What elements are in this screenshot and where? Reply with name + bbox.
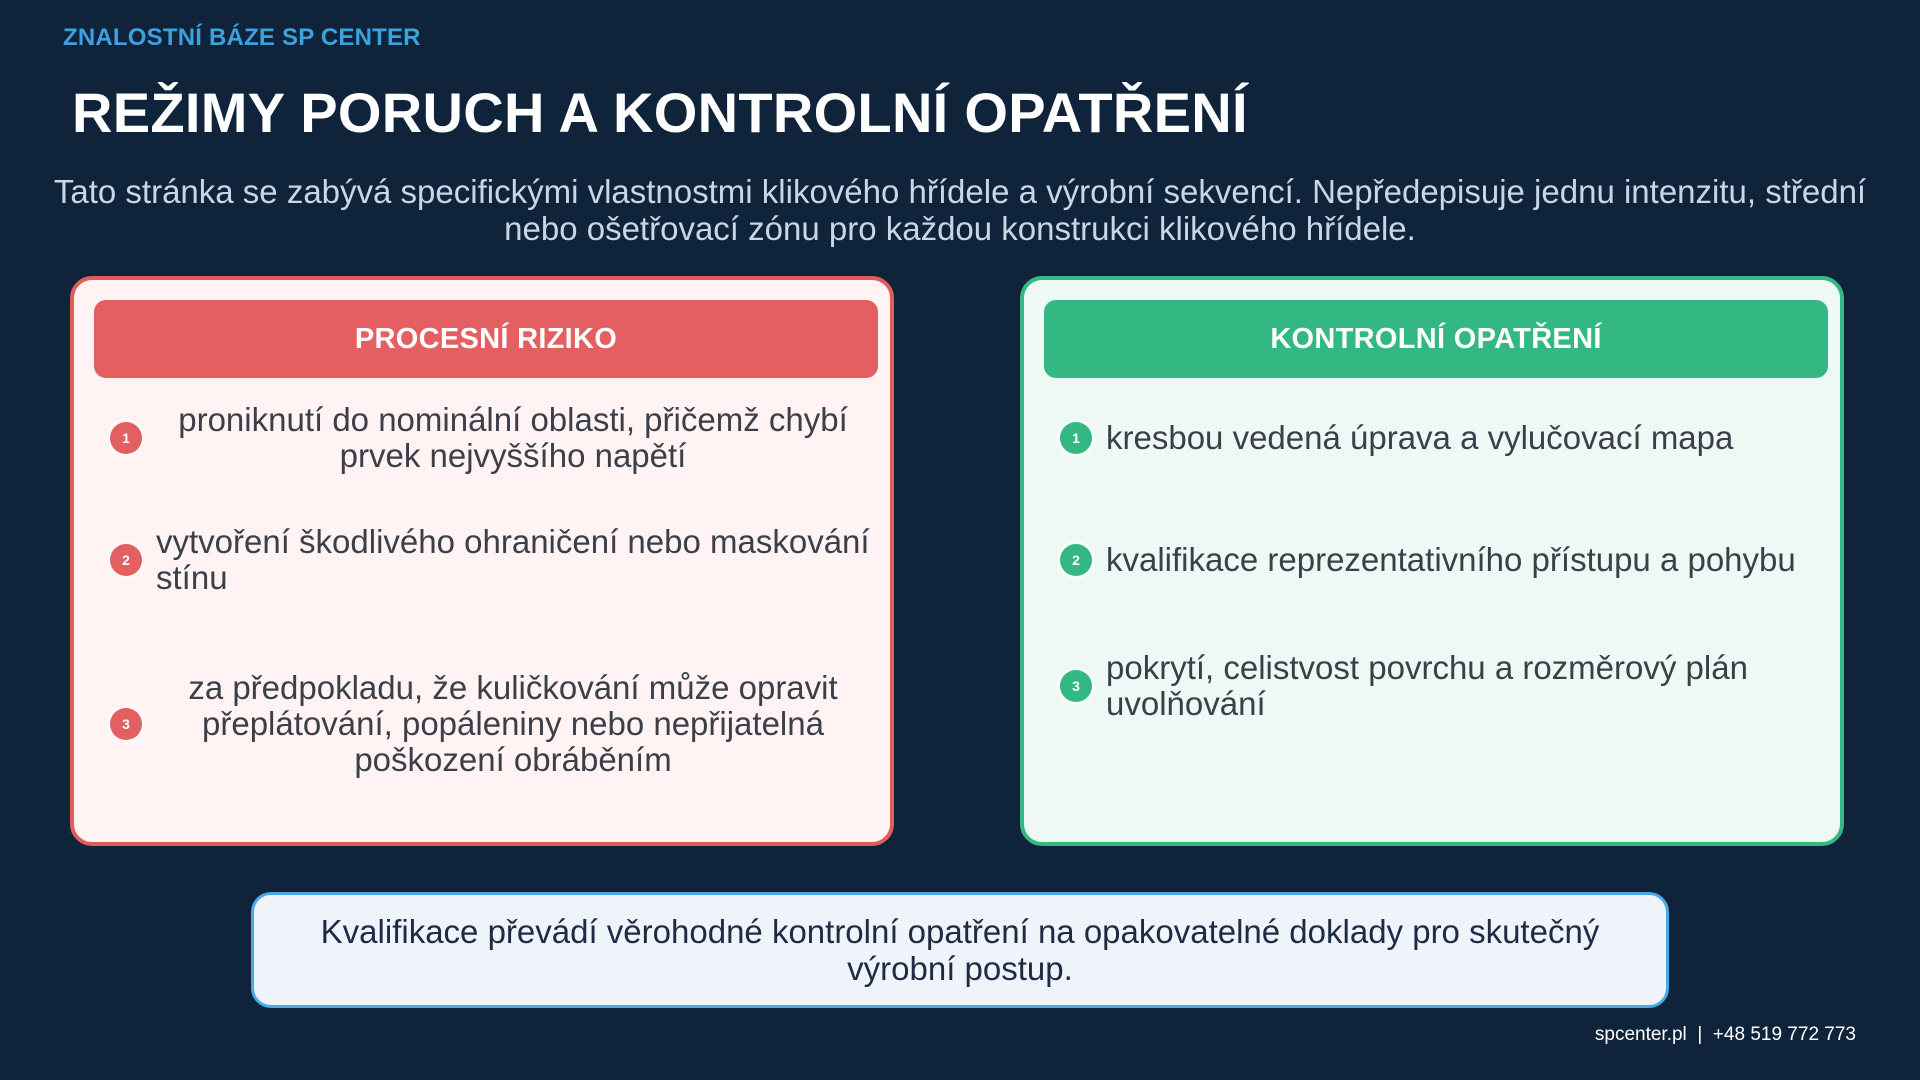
control-item-text: pokrytí, celistvost povrchu a rozměrový plán uvolňování [1106, 649, 1748, 722]
risk-item-text: za předpokladu, že kuličkování může opravit přeplátování, popáleniny nebo nepřijatelná poškození obráběním [188, 669, 838, 778]
process-risk-panel [70, 276, 894, 846]
number-badge: 2 [1060, 544, 1092, 576]
summary-callout [251, 892, 1669, 1008]
control-measures-panel [1020, 276, 1844, 846]
control-item-2 [1060, 542, 1820, 578]
risk-item-2 [110, 524, 870, 596]
risk-item-1 [110, 402, 870, 474]
control-measures-heading: KONTROLNÍ OPATŘENÍ [1044, 300, 1828, 378]
control-item-1 [1060, 420, 1820, 456]
number-badge: 1 [110, 422, 142, 454]
process-risk-heading: PROCESNÍ RIZIKO [94, 300, 878, 378]
number-badge: 2 [110, 544, 142, 576]
page-title: REŽIMY PORUCH A KONTROLNÍ OPATŘENÍ [72, 81, 1248, 144]
risk-item-text: vytvoření škodlivého ohraničení nebo maskování stínu [156, 523, 870, 596]
number-badge: 3 [110, 708, 142, 740]
risk-item-text: proniknutí do nominální oblasti, přičemž chybí prvek nejvyššího napětí [178, 401, 848, 474]
control-item-text: kresbou vedená úprava a vylučovací mapa [1106, 419, 1734, 456]
control-item-3 [1060, 650, 1820, 722]
page-subtitle: Tato stránka se zabývá specifickými vlastnostmi klikového hřídele a výrobní sekvencí. Nepředepisuje jednu intenzitu, střední nebo ošetřovací zónu pro každou konstrukci klikového hřídele. [53, 173, 1867, 247]
contact-info: spcenter.pl | +48 519 772 773 [1594, 1024, 1856, 1045]
control-item-text: kvalifikace reprezentativního přístupu a pohybu [1106, 541, 1796, 578]
risk-item-3 [110, 670, 870, 778]
kicker-label: ZNALOSTNÍ BÁZE SP CENTER [63, 24, 421, 51]
number-badge: 3 [1060, 670, 1092, 702]
summary-text: Kvalifikace převádí věrohodné kontrolní opatření na opakovatelné doklady pro skutečný výrobní postup. [320, 913, 1600, 987]
number-badge: 1 [1060, 422, 1092, 454]
